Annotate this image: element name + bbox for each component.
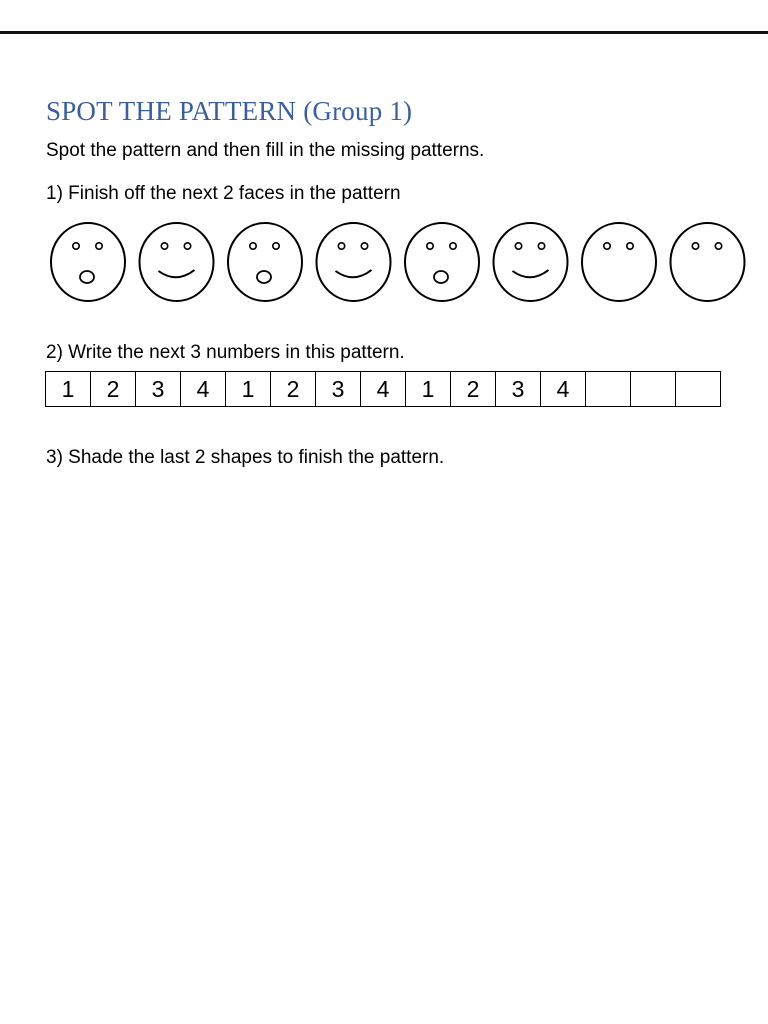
number-cell: 1 [226,372,271,407]
number-cell: 3 [316,372,361,407]
header-rule [0,31,768,34]
number-cell: 3 [136,372,181,407]
answer-cell[interactable] [631,372,676,407]
question-2: 2) Write the next 3 numbers in this pattern. [46,342,405,363]
number-pattern-table [45,371,721,407]
face-surprised-icon [228,223,302,301]
question-3: 3) Shade the last 2 shapes to finish the pattern. [46,447,445,468]
answer-cell[interactable] [676,372,721,407]
number-cell: 2 [91,372,136,407]
number-cell: 2 [451,372,496,407]
instructions: Spot the pattern and then fill in the missing patterns. [46,140,485,161]
question-1: 1) Finish off the next 2 faces in the pattern [46,183,401,204]
face-blank-icon[interactable] [671,223,745,301]
number-cell: 3 [496,372,541,407]
number-cell: 2 [271,372,316,407]
number-cell: 1 [46,372,91,407]
face-smile-icon [140,223,214,301]
number-cell: 4 [181,372,226,407]
number-row [46,372,721,407]
number-cell: 4 [361,372,406,407]
faces-pattern [44,220,756,304]
face-smile-icon [494,223,568,301]
face-surprised-icon [51,223,125,301]
answer-cell[interactable] [586,372,631,407]
face-blank-icon[interactable] [582,223,656,301]
face-smile-icon [317,223,391,301]
faces-row [44,220,756,304]
number-cell: 4 [541,372,586,407]
face-surprised-icon [405,223,479,301]
number-cell: 1 [406,372,451,407]
page-title: SPOT THE PATTERN (Group 1) [46,96,413,126]
